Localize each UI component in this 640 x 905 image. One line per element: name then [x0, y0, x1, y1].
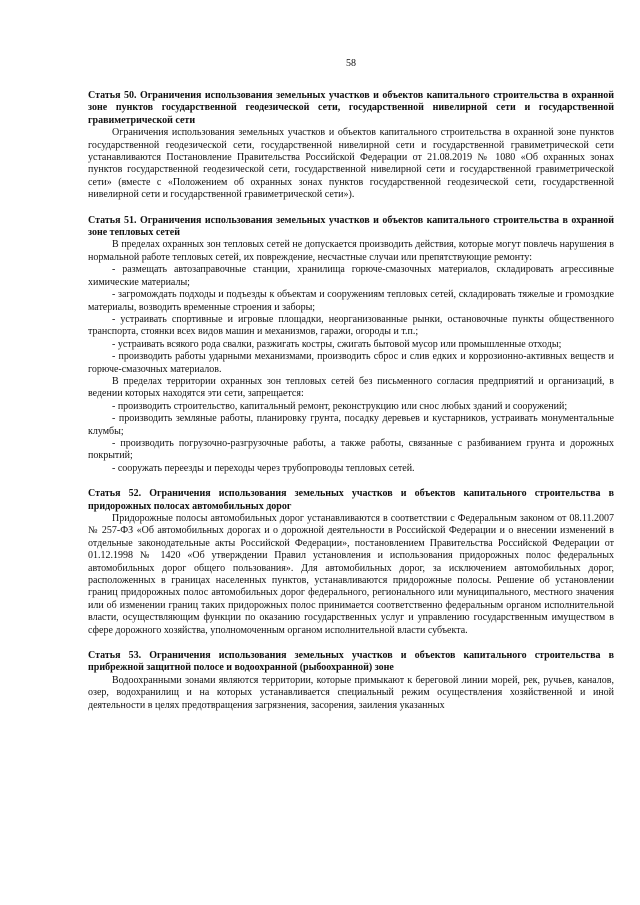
paragraph: В пределах территории охранных зон тепловых сетей без письменного согласия предприятий и организаций, в ведении которых находятся эти сети, запрещается: — [88, 375, 614, 400]
paragraph: Ограничения использования земельных участков и объектов капитального строительства в охранной зоне пунктов государственной геодезической сети, государственной нивелирной сети и государственной гравиметрической сети устанавливаются Постановление Правительства Российской Федерации от 21.08.2019 № 1080 «Об охранных зонах пунктов государственной геодезической сети, государственной нивелирной сети и государственной гравиметрической сети» (вместе с «Положением об охранных зонах пунктов государственной геодезической сети, государственной нивелирной сети и государственной гравиметрической сети»). — [88, 127, 614, 201]
list-item: - производить земляные работы, планировку грунта, посадку деревьев и кустарников, устраивать монументальные клумбы; — [88, 413, 614, 437]
article-50 — [88, 90, 614, 202]
list-item: - загромождать подходы и подъезды к объектам и сооружениям тепловых сетей, складировать тяжелые и громоздкие материалы, возводить временные строения и заборы; — [88, 289, 614, 313]
list-item: - производить работы ударными механизмами, производить сброс и слив едких и коррозионно-активных веществ и горюче-смазочных материалов. — [88, 351, 614, 375]
list-item: - устраивать всякого рода свалки, разжигать костры, сжигать бытовой мусор или промышленные отходы; — [112, 338, 562, 350]
article-heading: Статья 53. Ограничения использования земельных участков и объектов капитального строительства в прибрежной защитной полосе и водоохранной (рыбоохранной) зоне — [88, 650, 614, 674]
list-item: - производить строительство, капитальный ремонт, реконструкцию или снос любых зданий и сооружений; — [112, 400, 568, 412]
list-item: - размещать автозаправочные станции, хранилища горюче-смазочных материалов, складировать агрессивные химические материалы; — [88, 264, 614, 288]
article-51 — [88, 215, 614, 476]
article-52 — [88, 488, 614, 637]
article-heading: Статья 50. Ограничения использования земельных участков и объектов капитального строительства в охранной зоне пунктов государственной геодезической сети, государственной нивелирной сети и государственной гравиметрической сети — [88, 90, 614, 126]
article-53 — [88, 650, 614, 712]
article-heading: Статья 52. Ограничения использования земельных участков и объектов капитального строительства в придорожных полосах автомобильных дорог — [88, 488, 614, 512]
page-number: 58 — [346, 58, 356, 69]
paragraph: В пределах охранных зон тепловых сетей не допускается производить действия, которые могут повлечь нарушения в нормальной работе тепловых сетей, их повреждение, несчастные случаи или препятствующие ремонту: — [88, 239, 614, 263]
article-heading: Статья 51. Ограничения использования земельных участков и объектов капитального строительства в охранной зоне тепловых сетей — [88, 214, 614, 239]
paragraph: Водоохранными зонами являются территории, которые примыкают к береговой линии морей, рек, ручьев, каналов, озер, водохранилищ и на которых устанавливается специальный режим осуществления хозяйственной и иной деятельности в целях предотвращения загрязнения, засорения, заиления указанных — [88, 674, 614, 711]
paragraph: Придорожные полосы автомобильных дорог устанавливаются в соответствии с Федеральным законом от 08.11.2007 № 257-ФЗ «Об автомобильных дорогах и о дорожной деятельности в Российской Федерации и о внесении изменений в отдельные законодательные акты Российской Федерации», постановлением Правительства Российской Федерации от 01.12.1998 № 1420 «Об утверждении Правил установления и использования придорожных полос федеральных автомобильных дорог общего пользования». Для автомобильных дорог, за исключением автомобильных дорог, расположенных в границах населенных пунктов, устанавливаются придорожные полосы. Решение об установлении границ придорожных полос автомобильных дорог федерального, регионального или муниципального, местного значения или об изменении границ таких придорожных полос принимается соответственно федеральным органом исполнительной власти, осуществляющим функции по оказанию государственных услуг и управлению государственным имуществом в сфере дорожного хозяйства, уполномоченным органом исполнительной власти субъекта. — [88, 513, 614, 636]
list-item: - устраивать спортивные и игровые площадки, неорганизованные рынки, остановочные пункты общественного транспорта, стоянки всех видов машин и механизмов, гаражи, огороды и т.п.; — [88, 313, 614, 338]
list-item: - сооружать переезды и переходы через трубопроводы тепловых сетей. — [112, 462, 415, 474]
list-item: - производить погрузочно-разгрузочные работы, а также работы, связанные с разбиванием грунта и дорожных покрытий; — [88, 437, 614, 462]
